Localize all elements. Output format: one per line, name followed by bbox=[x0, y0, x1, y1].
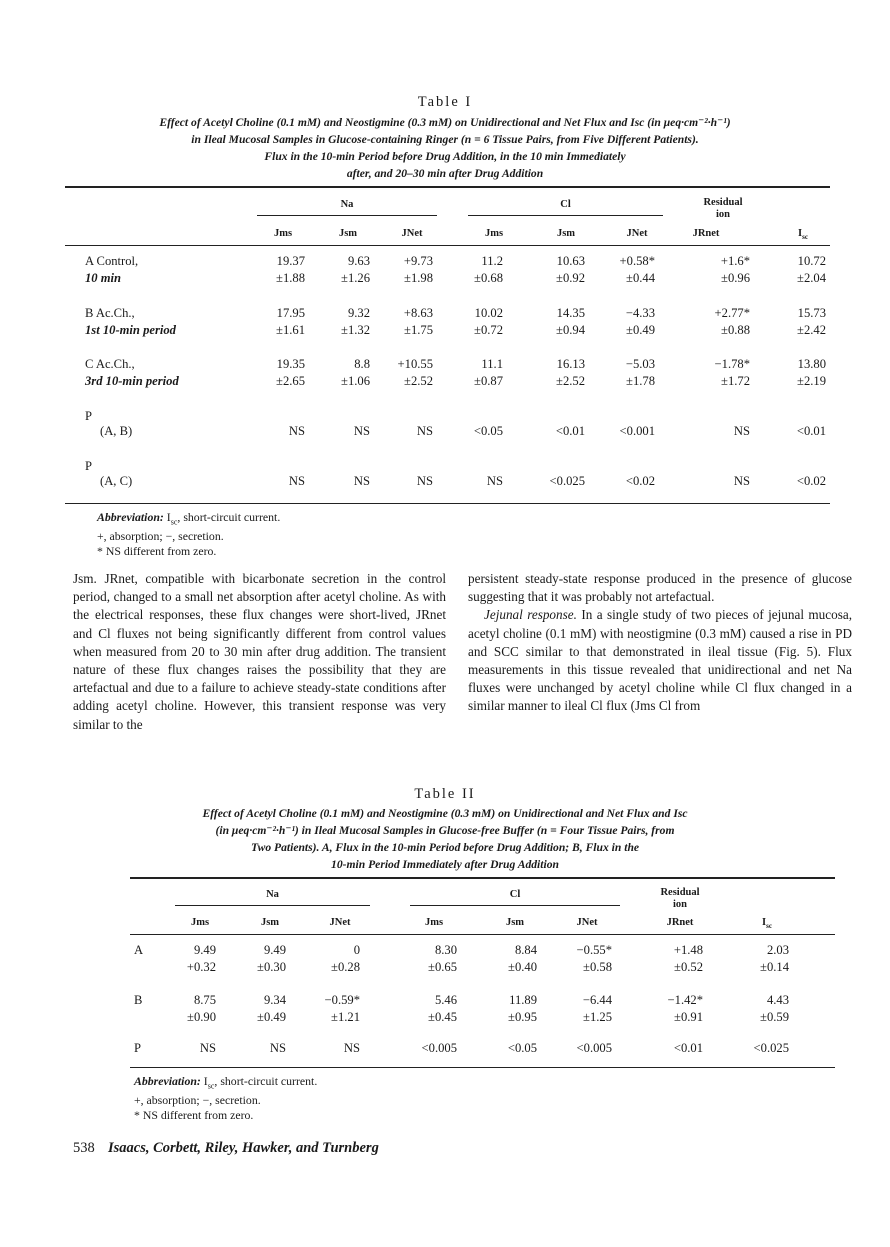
table1-p-value: NS bbox=[733, 474, 750, 488]
table2-cell-se: ±0.65 bbox=[428, 960, 457, 974]
table1-cell-mean: +2.77* bbox=[714, 306, 750, 320]
table1-col-header: JNet bbox=[626, 228, 648, 239]
table2-cell-mean: 5.46 bbox=[434, 993, 457, 1007]
table1-caption bbox=[60, 114, 830, 182]
table1-p-label: P bbox=[85, 459, 93, 473]
table1-p-value: NS bbox=[288, 474, 305, 488]
table1-na-rule bbox=[257, 215, 437, 216]
table1-cell-mean: 14.35 bbox=[556, 306, 585, 320]
table1-p-value: <0.01 bbox=[555, 424, 585, 438]
table2-cell-mean: −1.42* bbox=[667, 993, 703, 1007]
table1-cell-se: ±2.65 bbox=[276, 374, 305, 388]
table2-col-header: JNet bbox=[576, 917, 598, 928]
table1-cell-se: ±1.06 bbox=[341, 374, 370, 388]
table1-cell-mean: 10.72 bbox=[797, 254, 826, 268]
table2-na-rule bbox=[175, 905, 370, 906]
table2-p-value: <0.01 bbox=[673, 1041, 703, 1055]
table1-p-label: P bbox=[85, 409, 93, 423]
table2-caption-line: 10-min Period Immediately after Drug Addition bbox=[331, 858, 559, 871]
table1-cell-se: ±2.04 bbox=[797, 271, 826, 285]
table1-note-ns: * NS different from zero. bbox=[97, 544, 217, 559]
table2-p-value: <0.025 bbox=[753, 1041, 789, 1055]
table1-p-value: NS bbox=[288, 424, 305, 438]
table1-col-header: JNet bbox=[401, 228, 423, 239]
table1-p-value: NS bbox=[353, 424, 370, 438]
table1-row-sublabel: 10 min bbox=[85, 271, 122, 285]
table2-cl-rule bbox=[410, 905, 620, 906]
body-right-column bbox=[468, 570, 852, 716]
table1-cell-mean: −4.33 bbox=[625, 306, 655, 320]
table1-cell-mean: 11.1 bbox=[481, 357, 503, 371]
table2-cell-se: ±0.90 bbox=[187, 1010, 216, 1024]
residual-label: Residual bbox=[703, 197, 743, 208]
page-number: 538 bbox=[73, 1140, 95, 1156]
table1-col-header: $I_{sc}$ bbox=[798, 228, 808, 242]
table1-top-rule bbox=[65, 186, 830, 188]
table1-cell-se: ±2.52 bbox=[404, 374, 433, 388]
table2-cell-se: ±0.91 bbox=[674, 1010, 703, 1024]
table2-p-value: NS bbox=[343, 1041, 360, 1055]
table2-cell-mean: 4.43 bbox=[766, 993, 789, 1007]
table1-cell-mean: 16.13 bbox=[556, 357, 585, 371]
table1-col-header: Jsm bbox=[556, 228, 576, 239]
table2-cell-mean: 11.89 bbox=[509, 993, 537, 1007]
table1-cell-mean: +10.55 bbox=[397, 357, 433, 371]
table1-p-value: <0.05 bbox=[473, 424, 503, 438]
table2-p-value: <0.005 bbox=[421, 1041, 457, 1055]
table1-cell-se: ±1.32 bbox=[341, 323, 370, 337]
table2-note-abbrev: Abbreviation: $I_{sc}$, short-circuit current. bbox=[134, 1074, 318, 1091]
table2-col-header: Jsm bbox=[260, 917, 280, 928]
table1-p-sublabel: (A, B) bbox=[100, 424, 133, 438]
table2-cell-se: ±0.28 bbox=[331, 960, 360, 974]
table2-cell-mean: 9.49 bbox=[263, 943, 286, 957]
table1-note-sign: +, absorption; −, secretion. bbox=[97, 529, 224, 544]
table2-title: Table II bbox=[414, 786, 476, 802]
table1-cell-se: ±0.96 bbox=[721, 271, 750, 285]
table2-group-cl: Cl bbox=[509, 889, 521, 900]
table1-cell-se: ±0.92 bbox=[556, 271, 585, 285]
table1-col-header: Jsm bbox=[338, 228, 358, 239]
table1-cell-mean: 9.32 bbox=[347, 306, 370, 320]
table1-header-rule bbox=[65, 245, 830, 246]
table2-row-label: B bbox=[134, 993, 143, 1007]
table1-group-cl: Cl bbox=[560, 199, 571, 210]
table2-cell-mean: 9.34 bbox=[263, 993, 286, 1007]
table1-cell-mean: +8.63 bbox=[403, 306, 433, 320]
table1-cell-mean: 9.63 bbox=[347, 254, 370, 268]
table1-group-na: Na bbox=[340, 199, 354, 210]
table1-caption-line: in Ileal Mucosal Samples in Glucose-containing Ringer (n = 6 Tissue Pairs, from Five Different Patients). bbox=[191, 133, 699, 146]
table1-cell-mean: −1.78* bbox=[714, 357, 750, 371]
ion-label: ion bbox=[715, 209, 730, 220]
table2-cell-se: ±0.95 bbox=[508, 1010, 537, 1024]
table1-group-residual bbox=[688, 197, 758, 221]
jejunal-heading: Jejunal response. bbox=[484, 607, 577, 623]
table2-col-header: JRnet bbox=[666, 917, 694, 928]
table2-notes bbox=[134, 1074, 317, 1123]
body-right-paragraph-2: In a single study of two pieces of jejunal mucosa, acetyl choline (0.1 mM) with neostigmine (0.3 mM) caused a rise in PD and SCC similar to that demonstrated in ileal tissue (Fig. 5). Flux measurements in this tissue revealed that unidirectional and net Na fluxes were unchanged by acetyl choline while Cl flux changed in a similar manner to ileal Cl flux (Jms Cl from bbox=[468, 607, 852, 714]
table2-cell-mean: 0 bbox=[353, 943, 360, 957]
body-left-column bbox=[73, 570, 446, 734]
table1-cell-mean: 19.35 bbox=[276, 357, 305, 371]
table1-cell-se: ±1.72 bbox=[721, 374, 750, 388]
table1-cell-mean: 8.8 bbox=[354, 357, 370, 371]
table1-cell-mean: 13.80 bbox=[797, 357, 826, 371]
table2-col-header: JNet bbox=[329, 917, 351, 928]
table1-cell-se: ±0.44 bbox=[626, 271, 655, 285]
table1-cell-se: ±0.72 bbox=[474, 323, 503, 337]
table2-p-value: <0.05 bbox=[507, 1041, 537, 1055]
table2-cell-se: ±0.30 bbox=[257, 960, 286, 974]
table1-cell-se: ±2.19 bbox=[797, 374, 826, 388]
table1-p-sublabel: (A, C) bbox=[100, 474, 133, 488]
table1-cl-rule bbox=[468, 215, 663, 216]
table2-col-header: Jms bbox=[424, 917, 444, 928]
table2-top-rule bbox=[130, 877, 835, 879]
table1-caption-line: Flux in the 10-min Period before Drug Addition, in the 10 min Immediately bbox=[264, 150, 626, 163]
table1-cell-se: ±0.68 bbox=[474, 271, 503, 285]
table1-p-value: <0.001 bbox=[619, 424, 655, 438]
table2-p-value: <0.005 bbox=[576, 1041, 612, 1055]
table2-cell-se: ±0.58 bbox=[583, 960, 612, 974]
table1-cell-se: ±0.87 bbox=[474, 374, 503, 388]
ion-label: ion bbox=[672, 899, 687, 910]
table2-cell-mean: 8.75 bbox=[193, 993, 216, 1007]
table2-cell-se: ±0.40 bbox=[508, 960, 537, 974]
table1-col-header: JRnet bbox=[692, 228, 720, 239]
table2-cell-se: ±0.45 bbox=[428, 1010, 457, 1024]
body-left-paragraph: Jsm. JRnet, compatible with bicarbonate secretion in the control period, changed to a small net absorption after acetyl choline. As with the electrical responses, these flux changes were short-lived, JRnet and Cl fluxes not being significantly different from control values when measured from 20 to 30 min after drug addition. The transient nature of these flux changes raises the possibility that they are artefactual and due to a failure to achieve steady-state conditions after adding acetyl choline. However, this transient response was very similar to the bbox=[73, 571, 446, 732]
table2-group-residual bbox=[645, 887, 715, 911]
table1-cell-se: ±1.88 bbox=[276, 271, 305, 285]
table1-cell-mean: +9.73 bbox=[403, 254, 433, 268]
table2-cell-mean: 2.03 bbox=[766, 943, 789, 957]
table1-cell-se: ±1.26 bbox=[341, 271, 370, 285]
table1-cell-se: ±0.49 bbox=[626, 323, 655, 337]
table1-cell-se: ±0.94 bbox=[556, 323, 585, 337]
table1-cell-mean: 15.73 bbox=[797, 306, 826, 320]
table2-cell-se: ±0.59 bbox=[760, 1010, 789, 1024]
table1-cell-mean: −5.03 bbox=[625, 357, 655, 371]
table1-cell-mean: 10.63 bbox=[556, 254, 585, 268]
table1-cell-mean: 10.02 bbox=[474, 306, 503, 320]
table1-cell-mean: +1.6* bbox=[720, 254, 750, 268]
table1-cell-mean: 11.2 bbox=[481, 254, 503, 268]
table2-col-header: $I_{sc}$ bbox=[762, 917, 772, 931]
table1-cell-se: ±1.98 bbox=[404, 271, 433, 285]
table1-cell-se: ±1.78 bbox=[626, 374, 655, 388]
table1-cell-mean: 19.37 bbox=[276, 254, 305, 268]
table1-p-value: NS bbox=[733, 424, 750, 438]
table1-p-value: <0.025 bbox=[549, 474, 585, 488]
table1-cell-se: ±1.61 bbox=[276, 323, 305, 337]
table1-row-label: B Ac.Ch., bbox=[85, 306, 135, 320]
table2-p-label: P bbox=[134, 1041, 142, 1055]
table1-bottom-rule bbox=[65, 503, 830, 504]
table2-caption-line: Effect of Acetyl Choline (0.1 mM) and Neostigmine (0.3 mM) on Unidirectional and Net Flux and Isc bbox=[202, 807, 688, 820]
table2-cell-mean: 8.84 bbox=[514, 943, 537, 957]
table1-cell-mean: 17.95 bbox=[276, 306, 305, 320]
residual-label: Residual bbox=[660, 887, 700, 898]
table1-p-value: NS bbox=[353, 474, 370, 488]
table1-row-label: A Control, bbox=[85, 254, 139, 268]
table1-p-value: NS bbox=[416, 474, 433, 488]
table2-cell-mean: −0.55* bbox=[576, 943, 612, 957]
table2-p-value: NS bbox=[199, 1041, 216, 1055]
table1-row-label: C Ac.Ch., bbox=[85, 357, 135, 371]
table2-p-value: NS bbox=[269, 1041, 286, 1055]
table2-note-sign: +, absorption; −, secretion. bbox=[134, 1093, 261, 1108]
table2-col-header: Jms bbox=[190, 917, 210, 928]
table2-cell-se: ±0.49 bbox=[257, 1010, 286, 1024]
table1-p-value: <0.01 bbox=[796, 424, 826, 438]
table2-header-rule bbox=[130, 934, 835, 935]
table1-cell-se: ±2.42 bbox=[797, 323, 826, 337]
table2-cell-se: ±1.21 bbox=[331, 1010, 360, 1024]
table2-cell-mean: −0.59* bbox=[324, 993, 360, 1007]
table1-note-abbrev: Abbreviation: $I_{sc}$, short-circuit current. bbox=[97, 510, 281, 527]
table1-col-header: Jms bbox=[273, 228, 293, 239]
table2-cell-mean: 8.30 bbox=[434, 943, 457, 957]
table1-cell-mean: +0.58* bbox=[619, 254, 655, 268]
table1-p-value: NS bbox=[486, 474, 503, 488]
table1-col-header: Jms bbox=[484, 228, 504, 239]
table1-p-value: NS bbox=[416, 424, 433, 438]
table2-cell-se: ±0.14 bbox=[760, 960, 789, 974]
table2-col-header: Jsm bbox=[505, 917, 525, 928]
table1-cell-se: ±1.75 bbox=[404, 323, 433, 337]
table1-cell-se: ±2.52 bbox=[556, 374, 585, 388]
body-right-paragraph-1: persistent steady-state response produced in the presence of glucose suggesting that it was probably not artefactual. bbox=[468, 571, 852, 605]
table2-cell-mean: −6.44 bbox=[582, 993, 612, 1007]
table1-cell-se: ±0.88 bbox=[721, 323, 750, 337]
table2-row-label: A bbox=[134, 943, 144, 957]
table2-bottom-rule bbox=[130, 1067, 835, 1068]
table2-group-na: Na bbox=[266, 889, 279, 900]
table1-row-sublabel: 1st 10-min period bbox=[85, 323, 176, 337]
table1-p-value: <0.02 bbox=[796, 474, 826, 488]
table2-caption-line: Two Patients). A, Flux in the 10-min Period before Drug Addition; B, Flux in the bbox=[250, 841, 640, 854]
table2-caption bbox=[75, 805, 815, 873]
table1-row-sublabel: 3rd 10-min period bbox=[85, 374, 179, 388]
table1-caption-line: after, and 20–30 min after Drug Addition bbox=[346, 167, 544, 180]
table2-cell-se: ±0.52 bbox=[674, 960, 703, 974]
table1-notes bbox=[97, 510, 280, 559]
table1-caption-line: Effect of Acetyl Choline (0.1 mM) and Neostigmine (0.3 mM) on Unidirectional and Net Flux and Isc (in μeq·cm⁻²·h⁻¹) bbox=[159, 116, 731, 129]
table2-cell-mean: +1.48 bbox=[673, 943, 703, 957]
table1-p-value: <0.02 bbox=[625, 474, 655, 488]
table2-cell-mean: 9.49 bbox=[193, 943, 216, 957]
table2-caption-line: (in μeq·cm⁻²·h⁻¹) in Ileal Mucosal Samples in Glucose-free Buffer (n = Four Tissue Pairs, from bbox=[215, 824, 675, 837]
table1-title: Table I bbox=[417, 94, 473, 110]
table2-cell-se: +0.32 bbox=[186, 960, 216, 974]
table2-cell-se: ±1.25 bbox=[583, 1010, 612, 1024]
table2-note-ns: * NS different from zero. bbox=[134, 1108, 254, 1123]
running-authors: Isaacs, Corbett, Riley, Hawker, and Turnberg bbox=[108, 1140, 379, 1156]
